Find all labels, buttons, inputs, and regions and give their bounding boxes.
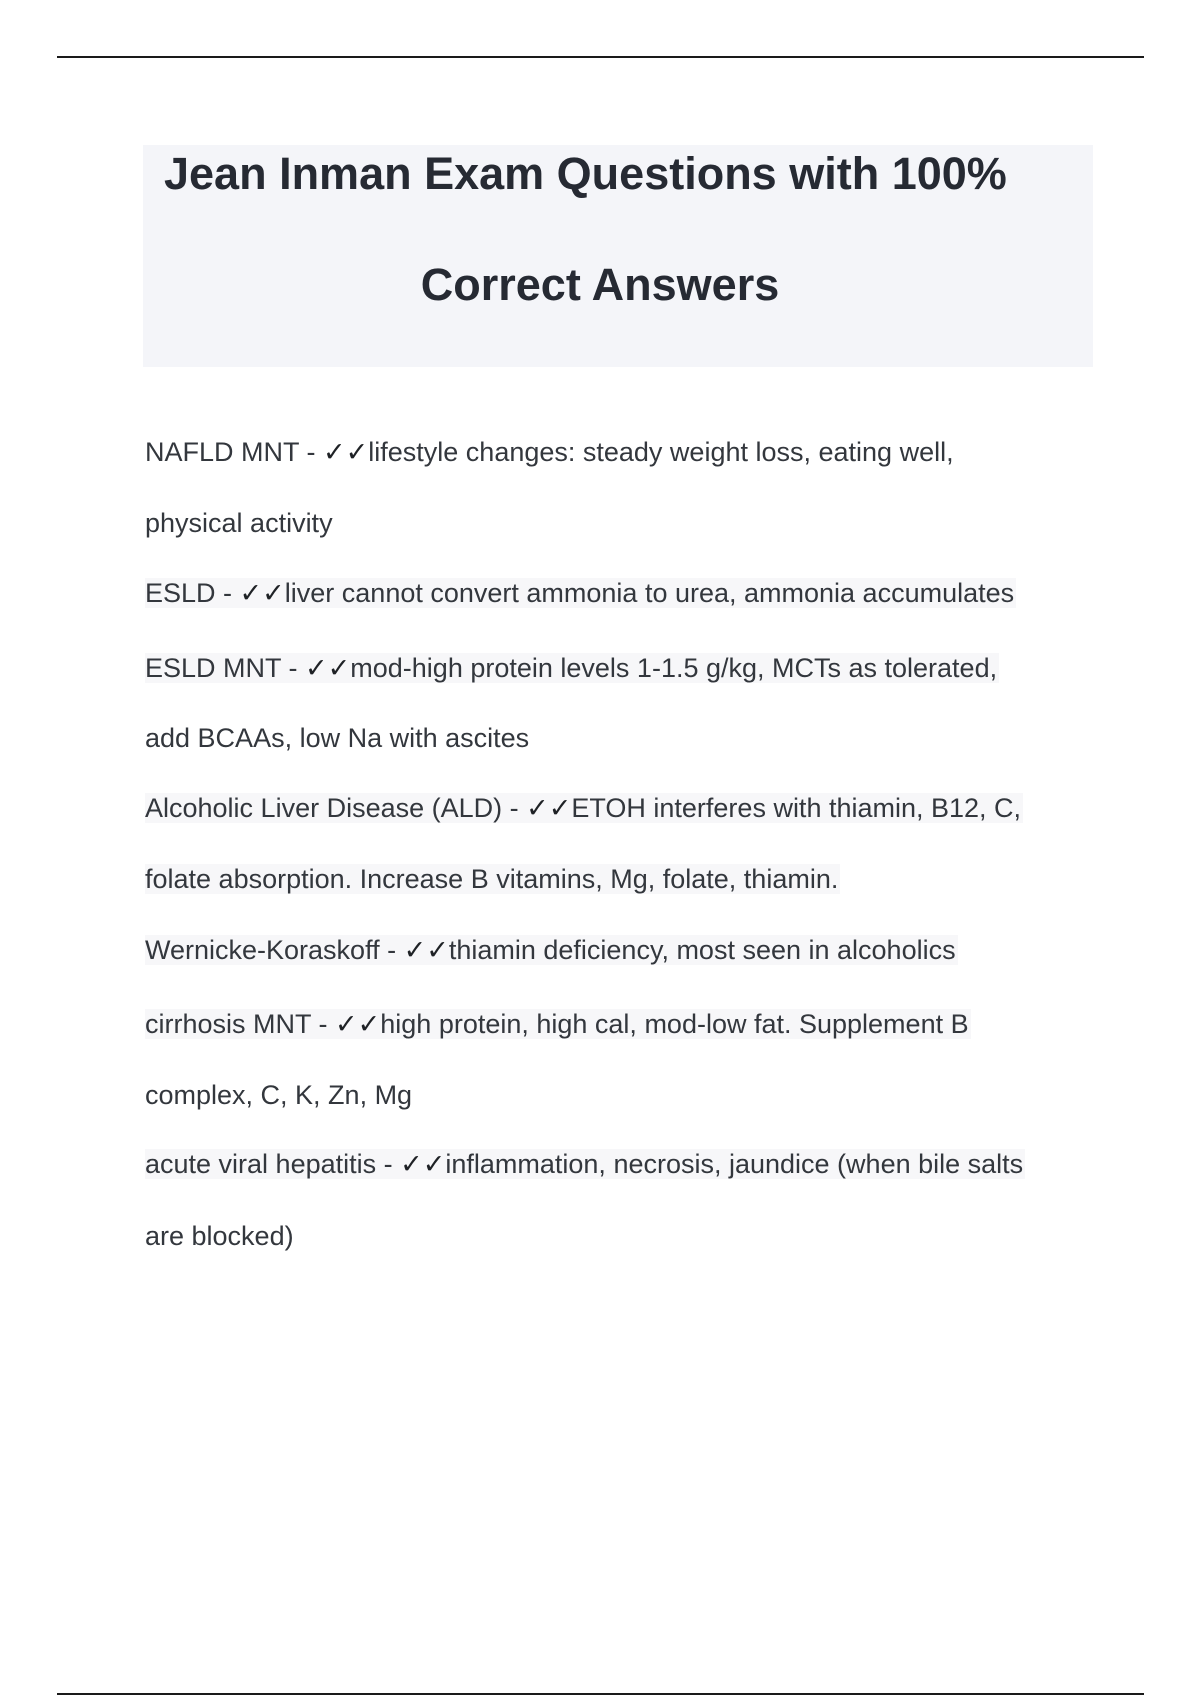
qa-term: ESLD - xyxy=(145,578,240,608)
qa-answer: lifestyle changes: steady weight loss, eating well, xyxy=(368,437,954,467)
qa-term: cirrhosis MNT - xyxy=(145,1009,336,1039)
document-title-line-1: Jean Inman Exam Questions with 100% xyxy=(164,148,1007,199)
check-mark-icon: ✓✓ xyxy=(526,793,572,823)
qa-answer: ETOH interferes with thiamin, B12, C, xyxy=(571,793,1022,823)
qa-answer-continuation: physical activity xyxy=(145,508,333,538)
qa-entry-ald xyxy=(145,788,1023,828)
check-mark-icon: ✓✓ xyxy=(403,935,449,965)
check-mark-icon: ✓✓ xyxy=(305,653,351,683)
qa-entry-esld xyxy=(145,573,1016,613)
qa-answer: liver cannot convert ammonia to urea, ammonia accumulates xyxy=(284,578,1015,608)
qa-entry-wernicke-koraskoff xyxy=(145,930,958,970)
qa-answer-continuation: are blocked) xyxy=(145,1221,294,1251)
qa-entry-acute-viral-hepatitis xyxy=(145,1144,1025,1184)
qa-term: Wernicke-Koraskoff - xyxy=(145,935,404,965)
check-mark-icon: ✓✓ xyxy=(239,578,285,608)
qa-term: ESLD MNT - xyxy=(145,653,306,683)
check-mark-icon: ✓✓ xyxy=(400,1149,446,1179)
qa-answer: mod-high protein levels 1-1.5 g/kg, MCTs as tolerated, xyxy=(350,653,998,683)
qa-answer: thiamin deficiency, most seen in alcoholics xyxy=(448,935,956,965)
qa-answer-continuation: complex, C, K, Zn, Mg xyxy=(145,1080,413,1110)
qa-answer: inflammation, necrosis, jaundice (when bile salts xyxy=(445,1149,1024,1179)
qa-entry-esld-mnt xyxy=(145,648,999,688)
qa-line-highlight xyxy=(145,935,958,965)
qa-answer: high protein, high cal, mod-low fat. Supplement B xyxy=(380,1009,969,1039)
qa-entry-nafld-mnt xyxy=(145,432,954,472)
qa-line-highlight xyxy=(145,578,1016,608)
qa-term: Alcoholic Liver Disease (ALD) - xyxy=(145,793,527,823)
document-title-line-2: Correct Answers xyxy=(420,259,780,310)
check-mark-icon: ✓✓ xyxy=(335,1009,381,1039)
check-mark-icon: ✓✓ xyxy=(323,437,369,467)
qa-line-highlight xyxy=(145,1009,971,1039)
qa-answer-continuation: add BCAAs, low Na with ascites xyxy=(145,723,530,753)
qa-line-highlight xyxy=(145,653,999,683)
qa-line-highlight xyxy=(145,1149,1025,1179)
qa-answer-continuation xyxy=(145,859,840,899)
bottom-rule xyxy=(57,1693,1144,1695)
qa-term: NAFLD MNT - xyxy=(145,437,324,467)
qa-term: acute viral hepatitis - xyxy=(145,1149,401,1179)
qa-entry-cirrhosis-mnt xyxy=(145,1004,971,1044)
qa-line-highlight: folate absorption. Increase B vitamins, Mg, folate, thiamin. xyxy=(145,864,839,894)
qa-line-highlight xyxy=(145,793,1023,823)
